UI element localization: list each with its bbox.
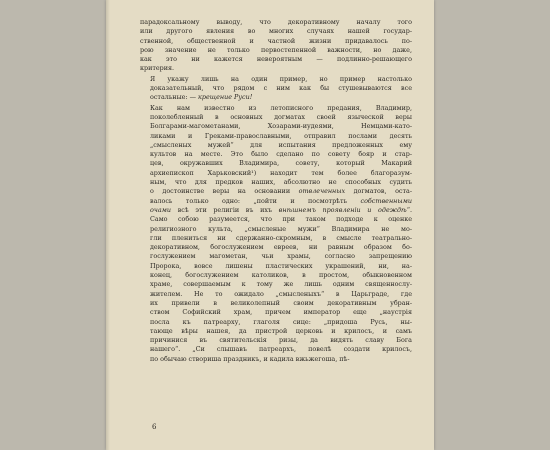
- text-line: остальные: — крещение Руси!: [150, 93, 253, 102]
- text-line: ликами и Греками-православными, отправил послами десять: [150, 131, 412, 140]
- text-line: Как нам известно из летописного предания, Владимир,: [150, 103, 412, 112]
- text-line: очами всѣ эти религіи въ ихъ внѣшнемъ проявленіи и одеждѣ“.: [150, 205, 412, 214]
- text-line: Я укажу лишь на один пример, но пример настолько: [150, 74, 412, 83]
- text-line: конец, богослужением католиков, в простом, обыкновенном: [150, 271, 412, 280]
- text-line: валось только одно: „пойти и посмотрѣть собственными: [150, 196, 412, 205]
- text-line: гослужением магометан, чьи храмы, согласно запрещению: [150, 252, 412, 261]
- text-line: о достоинстве веры на основании отвлеченных догматов, оста-: [150, 187, 412, 196]
- text-line: ством Софийский храм, причем император еще „наустрія: [150, 308, 412, 317]
- text-line: храме, совершаемым к тому же лишь одним священнослу-: [150, 280, 412, 289]
- text-line: культов на месте. Это было сделано по совету бояр и стар-: [150, 150, 412, 159]
- text-line: по обычаю створиша праздникъ, и кадила вжьжегоша, пѣ-: [150, 354, 350, 363]
- text-line: декоративном, богослужением евреев, ни равным образом бо-: [150, 243, 412, 252]
- text-line: гли плениться ни сдержанно-скромным, в смысле театрально-: [150, 233, 412, 242]
- paragraph: [140, 18, 412, 74]
- text-line: или другого явления во многих случаях нашей государ-: [140, 27, 412, 36]
- text-line: доказательный, что рядом с ним как бы стушевываются все: [150, 84, 412, 93]
- text-line: парадоксальному выводу, что декоративному началу того: [140, 18, 412, 26]
- text-line: ным, что для предков наших, абсолютно не способных судить: [150, 178, 412, 187]
- page-gutter-shadow: [106, 0, 110, 450]
- paragraph: [140, 104, 412, 364]
- text-line: тающе вѣры нашея, да пристрой церковь и крилосъ, и самъ: [150, 326, 412, 335]
- text-line: критерия.: [140, 64, 175, 73]
- text-line: посла къ патреарху, глаголя сице: „придоша Русь, ны-: [150, 317, 412, 326]
- text-line: Болгарами-магометанами, Хозарами-иудеями, Немцами-като-: [150, 122, 412, 131]
- text-line: религиозного культа, „смысленые мужи“ Владимира не мо-: [150, 224, 412, 233]
- text-line: причинися въ святительскія ризы, да видять славу Бога: [150, 336, 412, 345]
- text-line: ственной, общественной и частной жизни придавалось по-: [140, 36, 412, 45]
- text-line: их привели в великолепный своим декоративным убран-: [150, 298, 412, 307]
- text-line: архиепископ Харьковский¹) находит тем более благоразум-: [150, 168, 412, 177]
- text-line: жителем. Не то ожидало „смысленыхъ“ в Царьграде, где: [150, 289, 412, 298]
- text-line: Само собою разумеется, что при таком подходе к оценке: [150, 215, 412, 224]
- paragraph: [140, 75, 412, 103]
- page-number: 6: [152, 423, 157, 431]
- text-line: „смысленых мужей“ для испытания предложенных ему: [150, 140, 412, 149]
- text-line: как это ни кажется невероятным — подлинно-решающего: [140, 55, 412, 64]
- page-text-block: [140, 18, 412, 364]
- text-line: цев, окружавших Владимира, совету, который Макарий: [150, 159, 412, 168]
- text-line: рою значение не только первостепенной важности, но даже,: [140, 45, 412, 54]
- text-line: Пророка, вовсе лишены пластических украшений, ни, на-: [150, 261, 412, 270]
- text-line: нашего“. „Си слышавъ патреархъ, повелѣ создати крилосъ,: [150, 345, 412, 354]
- text-line: поколебленный в основных догматах своей языческой веры: [150, 112, 412, 121]
